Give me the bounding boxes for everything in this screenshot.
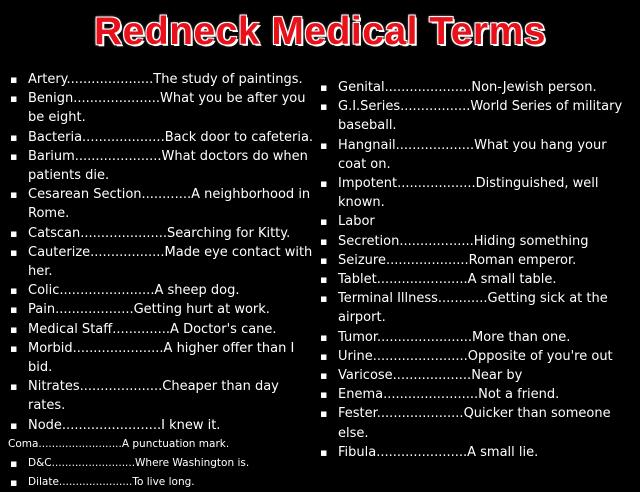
list-item — [8, 89, 316, 127]
bullet-icon: ▪ — [320, 138, 328, 152]
list-item — [318, 97, 634, 135]
bullet-icon: ▪ — [10, 322, 18, 336]
bullet-icon: ▪ — [10, 188, 18, 202]
term-definition: Benign.....................What you be after you be eight. — [28, 91, 306, 126]
term-definition: Medical Staff..............A Doctor's cane. — [28, 321, 277, 337]
list-item — [8, 435, 316, 454]
term-definition: Tumor.......................More than one. — [338, 329, 571, 345]
list-item — [8, 70, 316, 89]
right-term-list — [318, 78, 634, 462]
term-definition: Urine.......................Opposite of you're out — [338, 348, 613, 364]
bullet-icon: ▪ — [10, 226, 18, 240]
list-item — [318, 328, 634, 347]
list-item — [318, 366, 634, 385]
list-item — [8, 243, 316, 281]
bullet-icon: ▪ — [10, 245, 18, 259]
bullet-icon: ▪ — [10, 303, 18, 317]
term-definition: Barium.....................What doctors do when patients die. — [28, 148, 308, 184]
bullet-icon: ▪ — [320, 253, 328, 267]
bullet-icon: ▪ — [320, 215, 328, 229]
term-definition: Fester.....................Quicker than someone else. — [338, 406, 611, 441]
bullet-icon: ▪ — [320, 177, 328, 191]
list-item — [318, 212, 634, 231]
term-definition: Impotent...................Distinguished, well known. — [338, 176, 599, 211]
term-definition: Bacteria....................Back door to cafeteria. — [28, 129, 314, 145]
list-item — [8, 320, 316, 339]
list-item — [8, 281, 316, 300]
bullet-icon: ▪ — [10, 92, 18, 106]
list-item — [8, 300, 316, 319]
term-definition: Genital.....................Non-Jewish person. — [338, 80, 597, 95]
list-item — [318, 78, 634, 97]
bullet-icon: ▪ — [10, 456, 18, 470]
term-definition: Fibula......................A small lie. — [338, 444, 539, 460]
term-definition: Nitrates....................Cheaper than day rates. — [28, 379, 279, 414]
bullet-icon: ▪ — [320, 292, 328, 306]
term-definition: Tablet......................A small table. — [338, 272, 557, 288]
term-definition: Enema.......................Not a friend. — [338, 387, 560, 403]
bullet-icon: ▪ — [10, 475, 18, 489]
list-item — [318, 174, 634, 212]
list-item — [8, 147, 316, 185]
page-title: Redneck Medical Terms — [94, 10, 546, 53]
list-item — [8, 377, 316, 415]
list-item — [8, 416, 316, 435]
bullet-icon: ▪ — [10, 130, 18, 144]
list-item — [8, 339, 316, 377]
list-item — [8, 473, 316, 492]
list-item — [8, 454, 316, 473]
left-term-list — [8, 70, 316, 492]
list-item — [318, 232, 634, 251]
bullet-icon: ▪ — [10, 73, 18, 86]
term-definition: G.I.Series.................World Series of military baseball. — [338, 99, 623, 134]
bullet-icon: ▪ — [320, 330, 328, 344]
list-item — [8, 128, 316, 147]
list-item — [8, 224, 316, 243]
bullet-icon: ▪ — [320, 349, 328, 363]
list-item — [318, 289, 634, 327]
list-item — [318, 347, 634, 366]
term-definition: Pain...................Getting hurt at work. — [28, 302, 270, 318]
list-item — [318, 270, 634, 289]
term-definition: Morbid......................A higher offer than I bid. — [28, 340, 295, 376]
term-definition: Cesarean Section............A neighborhood in Rome. — [28, 187, 311, 222]
list-item — [318, 443, 634, 462]
term-definition: Cauterize..................Made eye contact with her. — [28, 244, 313, 280]
list-item — [8, 185, 316, 223]
bullet-icon: ▪ — [320, 100, 328, 114]
bullet-icon: ▪ — [320, 407, 328, 421]
term-definition: Seizure....................Roman emperor. — [338, 252, 577, 268]
term-definition: Node........................I knew it. — [28, 417, 221, 433]
term-definition: Dilate......................To live long. — [28, 475, 195, 488]
bullet-icon: ▪ — [320, 273, 328, 287]
bullet-icon: ▪ — [10, 341, 18, 355]
bullet-icon: ▪ — [10, 418, 18, 432]
term-definition: Coma.........................A punctuation mark. — [8, 437, 230, 450]
bullet-icon: ▪ — [10, 149, 18, 163]
term-definition: Secretion..................Hiding something — [338, 233, 589, 249]
bullet-icon: ▪ — [10, 380, 18, 394]
term-definition: Colic.......................A sheep dog. — [28, 283, 240, 299]
bullet-icon: ▪ — [320, 388, 328, 402]
term-definition: D&C.........................Where Washington is. — [28, 456, 250, 469]
bullet-icon: ▪ — [320, 445, 328, 459]
term-definition: Labor — [338, 214, 375, 230]
term-definition: Terminal Illness............Getting sick at the airport. — [338, 291, 608, 326]
term-definition: Varicose...................Near by — [338, 368, 523, 384]
bullet-icon: ▪ — [320, 234, 328, 248]
list-item — [318, 136, 634, 174]
list-item — [318, 385, 634, 404]
bullet-icon: ▪ — [320, 369, 328, 383]
list-item — [318, 404, 634, 442]
term-definition: Catscan.....................Searching for Kitty. — [28, 225, 291, 241]
term-definition: Artery.....................The study of paintings. — [28, 72, 303, 87]
bullet-icon: ▪ — [320, 81, 328, 94]
list-item — [318, 251, 634, 270]
term-definition: Hangnail...................What you hang your coat on. — [338, 137, 607, 172]
bullet-icon: ▪ — [10, 284, 18, 298]
